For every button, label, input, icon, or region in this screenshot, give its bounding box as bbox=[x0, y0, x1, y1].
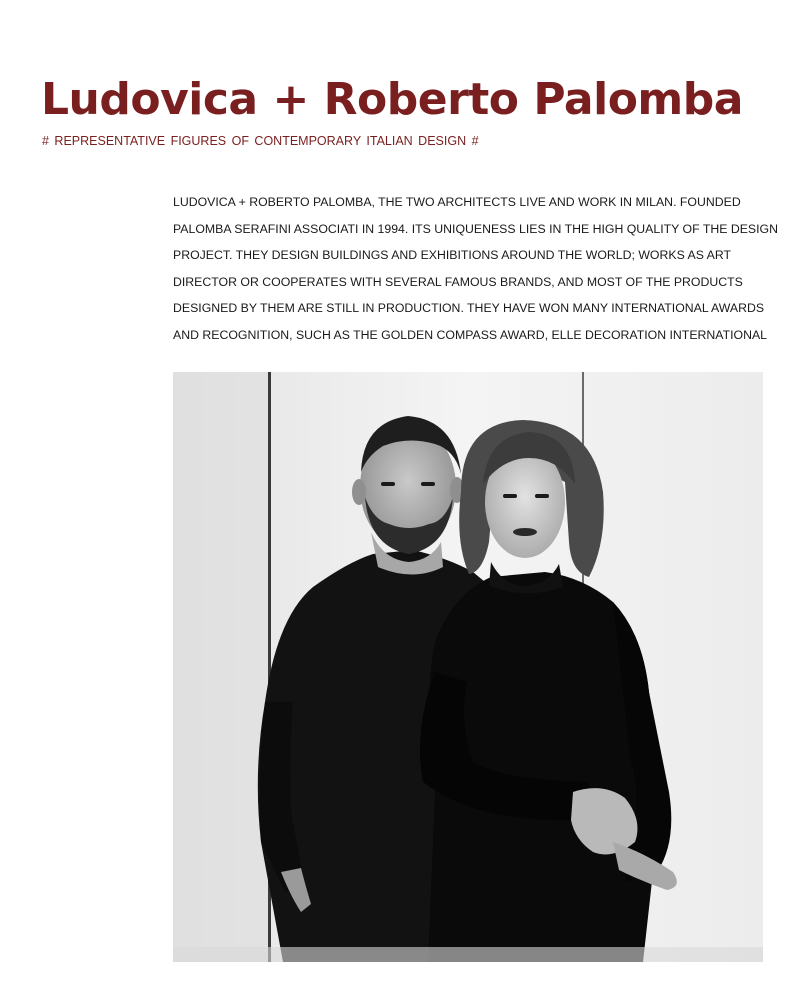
page-subtitle: # REPRESENTATIVE FIGURES OF CONTEMPORARY ITALIAN DESIGN # bbox=[42, 134, 479, 148]
intro-paragraph bbox=[173, 189, 778, 349]
intro-line: PROJECT. THEY DESIGN BUILDINGS AND EXHIBITIONS AROUND THE WORLD; WORKS AS ART bbox=[173, 248, 732, 263]
intro-line: DIRECTOR OR COOPERATES WITH SEVERAL FAMOUS BRANDS, AND MOST OF THE PRODUCTS bbox=[173, 274, 743, 289]
designers-portrait-photo bbox=[173, 372, 763, 962]
intro-line: PALOMBA SERAFINI ASSOCIATI IN 1994. ITS UNIQUENESS LIES IN THE HIGH QUALITY OF THE DESIGN bbox=[173, 221, 778, 236]
portrait-illustration bbox=[173, 372, 763, 962]
intro-line: LUDOVICA + ROBERTO PALOMBA, THE TWO ARCHITECTS LIVE AND WORK IN MILAN. FOUNDED bbox=[173, 195, 741, 209]
intro-line: AND RECOGNITION, SUCH AS THE GOLDEN COMPASS AWARD, ELLE DECORATION INTERNATIONAL bbox=[173, 327, 767, 342]
page-title: Ludovica + Roberto Palomba bbox=[41, 74, 743, 125]
intro-line: DESIGNED BY THEM ARE STILL IN PRODUCTION. THEY HAVE WON MANY INTERNATIONAL AWARDS bbox=[173, 301, 765, 316]
